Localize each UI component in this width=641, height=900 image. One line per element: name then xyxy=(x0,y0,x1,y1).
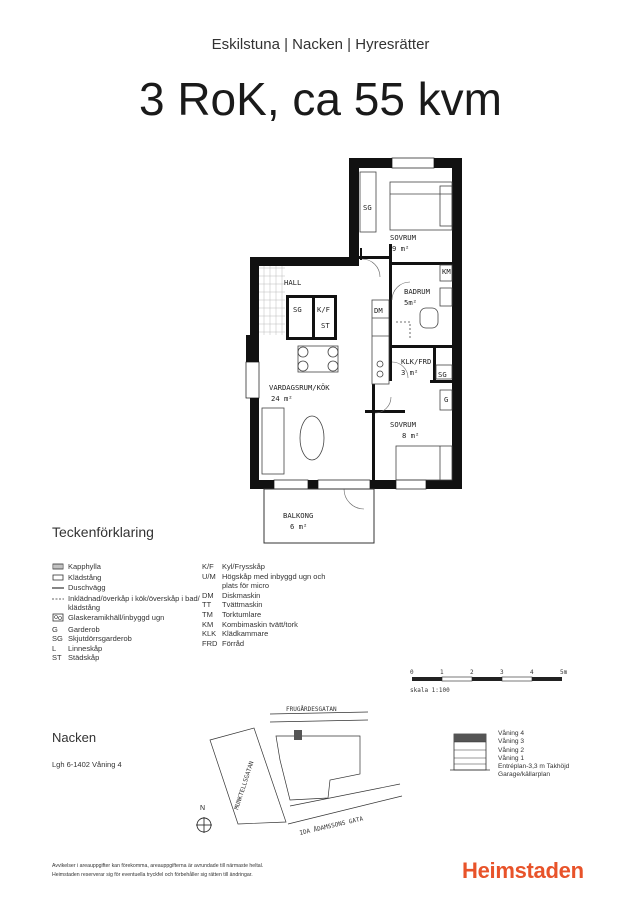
street-label: IDA ÅDAMSSONS GATA xyxy=(298,815,364,837)
floor-label: Våning 2 xyxy=(498,746,525,754)
legend-item xyxy=(202,629,362,639)
legend-code: L xyxy=(52,643,57,653)
legend-item xyxy=(52,625,200,635)
legend-title: Teckenförklaring xyxy=(52,524,154,540)
room-area: 8 m² xyxy=(402,431,420,440)
legend-item xyxy=(52,644,200,654)
legend-label: Tvättmaskin xyxy=(222,600,263,610)
legend-label: Skjutdörrsgarderob xyxy=(68,634,132,644)
scale-label: skala 1:100 xyxy=(410,687,450,694)
code-label: ST xyxy=(321,321,330,330)
legend-code: DM xyxy=(202,590,214,600)
brand-logo: Heimstaden xyxy=(462,858,584,883)
code-label: SG xyxy=(438,370,447,379)
floor-label: Våning 1 xyxy=(498,754,525,762)
code-label: G xyxy=(444,395,449,404)
room-name: HALL xyxy=(284,278,302,287)
legend-item xyxy=(202,620,362,630)
legend-code: K/F xyxy=(202,562,214,571)
room-area: 5m² xyxy=(404,298,417,307)
legend-label: Inklädnad/överkåp i kök/överskåp i bad/ klädstång xyxy=(68,593,200,613)
area-title: Nacken xyxy=(52,730,97,745)
shower-wall-icon xyxy=(52,583,68,594)
legend-item xyxy=(52,613,200,625)
code-label: DM xyxy=(374,306,383,315)
room-area: 9 m² xyxy=(392,244,410,253)
legend-code: TT xyxy=(202,600,212,610)
page-title: 3 RoK, ca 55 kvm xyxy=(138,73,503,125)
legend-label: Diskmaskin xyxy=(222,590,261,600)
street-label: FRUGÅRDESGATAN xyxy=(286,706,337,713)
apartment-number: Lgh 6-1402 Våning 4 xyxy=(52,760,122,769)
page-subtitle: Eskilstuna | Nacken | Hyresrätter xyxy=(211,36,430,53)
scale-tick: 0 xyxy=(410,669,414,676)
legend-item xyxy=(202,639,362,649)
legend-label: Högskåp med inbyggd ugn och plats för micro xyxy=(222,571,326,591)
legend-item xyxy=(52,562,200,573)
floor-label: Våning 3 xyxy=(498,738,525,746)
code-label: SG xyxy=(363,203,372,212)
legend-code: TM xyxy=(202,609,213,619)
legend-label: Klädkammare xyxy=(222,629,269,639)
clothes-rail-icon xyxy=(52,573,68,584)
scale-tick: 2 xyxy=(470,669,474,676)
legend-label: Klädstång xyxy=(68,572,102,582)
disclaimer xyxy=(52,862,352,880)
disclaimer-line: Heimstaden reserverar sig för eventuella tryckfel och förbehåller sig rätten till ändringar. xyxy=(52,872,253,878)
legend-code: ST xyxy=(52,653,62,663)
bed-sovrum1 xyxy=(360,172,452,232)
legend-item xyxy=(202,600,362,610)
code-label: KM xyxy=(442,267,451,276)
code-label: K/F xyxy=(317,305,330,314)
disclaimer-line: Avvikelser i areauppgifter kan förekomma, areauppgifterna är avrundade till närmaste heltal. xyxy=(52,863,264,869)
legend-item xyxy=(202,562,362,572)
floor-label: Garage/källarplan xyxy=(498,771,551,779)
sofa-group xyxy=(262,408,324,474)
room-name: BADRUM xyxy=(404,287,430,296)
legend-code: KLK xyxy=(202,629,217,639)
legend-code: U/M xyxy=(202,571,216,581)
scale-tick: 5m xyxy=(560,669,568,676)
legend-code: KM xyxy=(202,619,214,629)
site-map xyxy=(190,700,410,840)
balcony xyxy=(264,489,374,543)
legend-left xyxy=(52,562,200,663)
legend-label: Kyl/Frysskåp xyxy=(222,562,265,571)
legend-label: Kombimaskin tvätt/tork xyxy=(222,619,298,629)
scale-tick: 4 xyxy=(530,669,534,676)
legend-right xyxy=(202,562,362,648)
legend-item xyxy=(52,634,200,644)
legend-code: G xyxy=(52,624,58,634)
legend-item xyxy=(52,653,200,663)
room-area: 24 m² xyxy=(271,394,293,403)
legend-label: Glaskeramikhäll/inbyggd ugn xyxy=(68,612,165,622)
legend-label: Förråd xyxy=(222,638,245,648)
room-name: KLK/FRD xyxy=(401,357,432,366)
legend-label: Torktumlare xyxy=(222,609,262,619)
room-name: SOVRUM xyxy=(390,420,416,429)
legend-label: Linneskåp xyxy=(68,643,103,653)
scale-tick: 1 xyxy=(440,669,444,676)
legend-item xyxy=(202,591,362,601)
hob-icon xyxy=(52,613,68,625)
north-label: N xyxy=(200,805,206,812)
room-name: SOVRUM xyxy=(390,233,416,242)
floor-plan xyxy=(0,150,641,550)
legend-item xyxy=(202,610,362,620)
dashed-line-icon xyxy=(52,594,68,613)
street-label: MUNKTELLSGATAN xyxy=(233,760,256,811)
room-area: 6 m² xyxy=(290,522,308,531)
walls xyxy=(246,158,462,489)
legend-label: Duschvägg xyxy=(68,583,106,593)
legend-code: SG xyxy=(52,634,63,644)
building-section-icon xyxy=(446,728,498,780)
legend-label: Garderob xyxy=(68,624,100,634)
legend-label: Städskåp xyxy=(68,653,100,663)
scale-bar xyxy=(400,664,580,698)
legend-label: Kapphylla xyxy=(68,562,101,571)
dining-table xyxy=(298,346,338,372)
room-area: 3 m² xyxy=(401,368,419,377)
legend-code: FRD xyxy=(202,638,218,648)
floor-list xyxy=(498,730,569,780)
room-name: BALKONG xyxy=(283,511,314,520)
legend-item xyxy=(52,583,200,594)
compass-icon xyxy=(195,816,213,834)
hall-tiles xyxy=(259,266,285,335)
floor-label: Våning 4 xyxy=(498,730,525,737)
coat-rack-icon xyxy=(52,562,68,573)
legend-item xyxy=(52,594,200,613)
floor-label: Entréplan-3,3 m Takhöjd xyxy=(498,763,570,771)
code-label: SG xyxy=(293,305,302,314)
room-name: VARDAGSRUM/KÖK xyxy=(269,383,330,392)
legend-item xyxy=(202,572,362,591)
scale-tick: 3 xyxy=(500,669,504,676)
legend-item xyxy=(52,573,200,584)
